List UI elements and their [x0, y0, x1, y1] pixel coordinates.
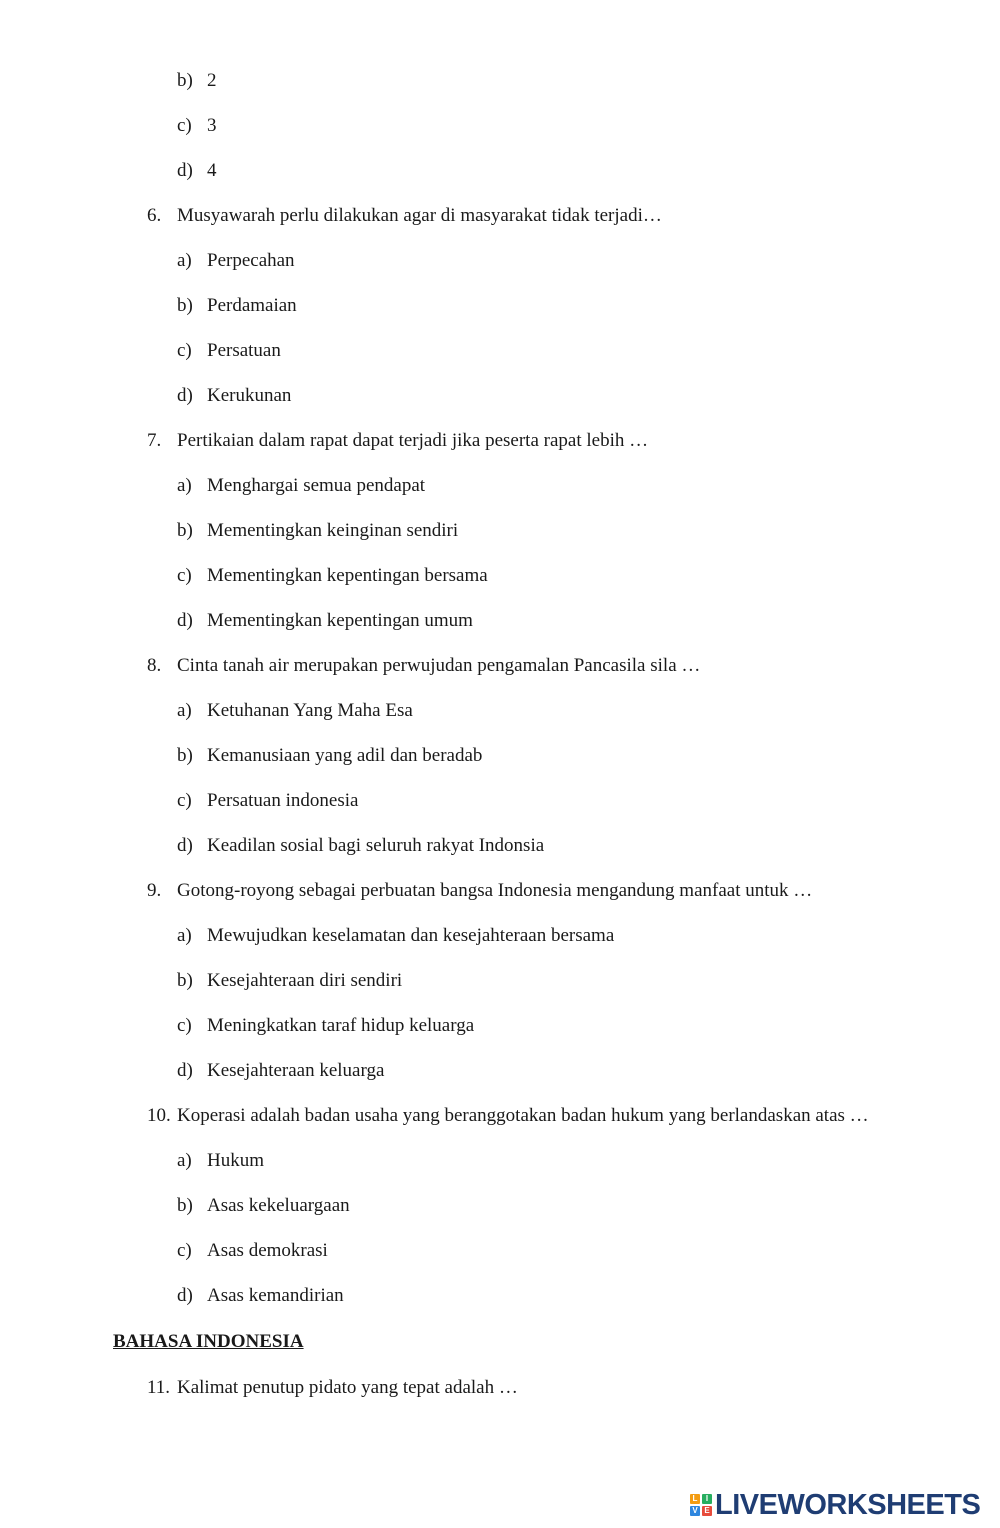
option-label: c): [177, 1240, 192, 1261]
option-label: b): [177, 70, 193, 91]
option-label: b): [177, 745, 193, 766]
option-label: c): [177, 340, 192, 361]
option-text: Mementingkan kepentingan bersama: [207, 565, 488, 586]
question-text: Cinta tanah air merupakan perwujudan pengamalan Pancasila sila …: [177, 655, 701, 676]
answer-option: [177, 835, 544, 857]
option-label: d): [177, 1285, 193, 1306]
option-label: a): [177, 925, 192, 946]
answer-option: [177, 610, 473, 632]
answer-option: [177, 1195, 350, 1217]
question-text: Gotong-royong sebagai perbuatan bangsa Indonesia mengandung manfaat untuk …: [177, 880, 813, 901]
answer-option: [177, 520, 458, 542]
option-label: d): [177, 610, 193, 631]
logo-text: LIVEWORKSHEETS: [715, 1488, 981, 1521]
option-label: b): [177, 295, 193, 316]
logo-mark-cell: V: [690, 1506, 700, 1516]
answer-option: [177, 250, 295, 272]
option-text: 3: [207, 115, 217, 136]
logo-mark-cell: I: [702, 1494, 712, 1504]
answer-option: [177, 1060, 384, 1082]
answer-option: [177, 925, 614, 947]
question-number: 8.: [147, 655, 162, 676]
option-text: Kerukunan: [207, 385, 292, 406]
option-text: Mewujudkan keselamatan dan kesejahteraan bersama: [207, 925, 615, 946]
option-text: Asas kekeluargaan: [207, 1195, 350, 1216]
option-text: Perdamaian: [207, 295, 297, 316]
option-label: c): [177, 1015, 192, 1036]
answer-option: [177, 1150, 264, 1172]
question-number: 7.: [147, 430, 162, 451]
option-label: a): [177, 1150, 192, 1171]
option-text: Persatuan: [207, 340, 281, 361]
answer-option: [177, 745, 482, 767]
option-label: d): [177, 835, 193, 856]
option-text: Kemanusiaan yang adil dan beradab: [207, 745, 483, 766]
question-text: Koperasi adalah badan usaha yang beranggotakan badan hukum yang berlandaskan atas …: [177, 1105, 869, 1126]
option-text: Ketuhanan Yang Maha Esa: [207, 700, 413, 721]
question-number: 10.: [147, 1105, 171, 1126]
option-text: Menghargai semua pendapat: [207, 475, 426, 496]
option-text: Mementingkan keinginan sendiri: [207, 520, 459, 541]
option-label: a): [177, 250, 192, 271]
answer-option: [177, 475, 425, 497]
question: [147, 880, 812, 902]
option-label: c): [177, 115, 192, 136]
question-text: Kalimat penutup pidato yang tepat adalah …: [177, 1377, 518, 1398]
question: [147, 205, 662, 227]
option-text: 4: [207, 160, 217, 181]
option-label: d): [177, 160, 193, 181]
option-text: Meningkatkan taraf hidup keluarga: [207, 1015, 475, 1036]
answer-option: [177, 565, 488, 587]
answer-option: [177, 1015, 474, 1037]
answer-option: [177, 970, 402, 992]
option-text: Kesejahteraan diri sendiri: [207, 970, 403, 991]
option-label: d): [177, 1060, 193, 1081]
question: [147, 1377, 518, 1399]
logo-mark-cell: E: [702, 1506, 712, 1516]
liveworksheets-logo-mark-icon: [690, 1494, 712, 1516]
answer-option: [177, 790, 358, 812]
answer-option: [177, 70, 217, 92]
question-number: 9.: [147, 880, 162, 901]
option-label: b): [177, 970, 193, 991]
answer-option: [177, 295, 297, 317]
option-text: 2: [207, 70, 217, 91]
option-text: Asas kemandirian: [207, 1285, 344, 1306]
liveworksheets-logo: [690, 1487, 980, 1523]
answer-option: [177, 385, 291, 407]
answer-option: [177, 700, 413, 722]
question: [147, 1105, 869, 1127]
answer-option: [177, 340, 281, 362]
question: [147, 430, 648, 452]
question: [147, 655, 700, 677]
option-label: d): [177, 385, 193, 406]
option-text: Keadilan sosial bagi seluruh rakyat Indonsia: [207, 835, 545, 856]
option-label: c): [177, 565, 192, 586]
question-text: Pertikaian dalam rapat dapat terjadi jika peserta rapat lebih …: [177, 430, 649, 451]
option-text: Asas demokrasi: [207, 1240, 328, 1261]
option-text: Hukum: [207, 1150, 264, 1171]
section-heading: BAHASA INDONESIA: [113, 1331, 304, 1352]
option-text: Mementingkan kepentingan umum: [207, 610, 473, 631]
option-label: a): [177, 475, 192, 496]
logo-mark-cell: L: [690, 1494, 700, 1504]
option-label: a): [177, 700, 192, 721]
question-number: 11.: [147, 1377, 171, 1398]
answer-option: [177, 1285, 344, 1307]
option-text: Persatuan indonesia: [207, 790, 359, 811]
option-text: Perpecahan: [207, 250, 295, 271]
question-text: Musyawarah perlu dilakukan agar di masyarakat tidak terjadi…: [177, 205, 662, 226]
question-number: 6.: [147, 205, 162, 226]
answer-option: [177, 1240, 328, 1262]
option-text: Kesejahteraan keluarga: [207, 1060, 385, 1081]
answer-option: [177, 160, 217, 182]
option-label: c): [177, 790, 192, 811]
option-label: b): [177, 520, 193, 541]
answer-option: [177, 115, 217, 137]
option-label: b): [177, 1195, 193, 1216]
